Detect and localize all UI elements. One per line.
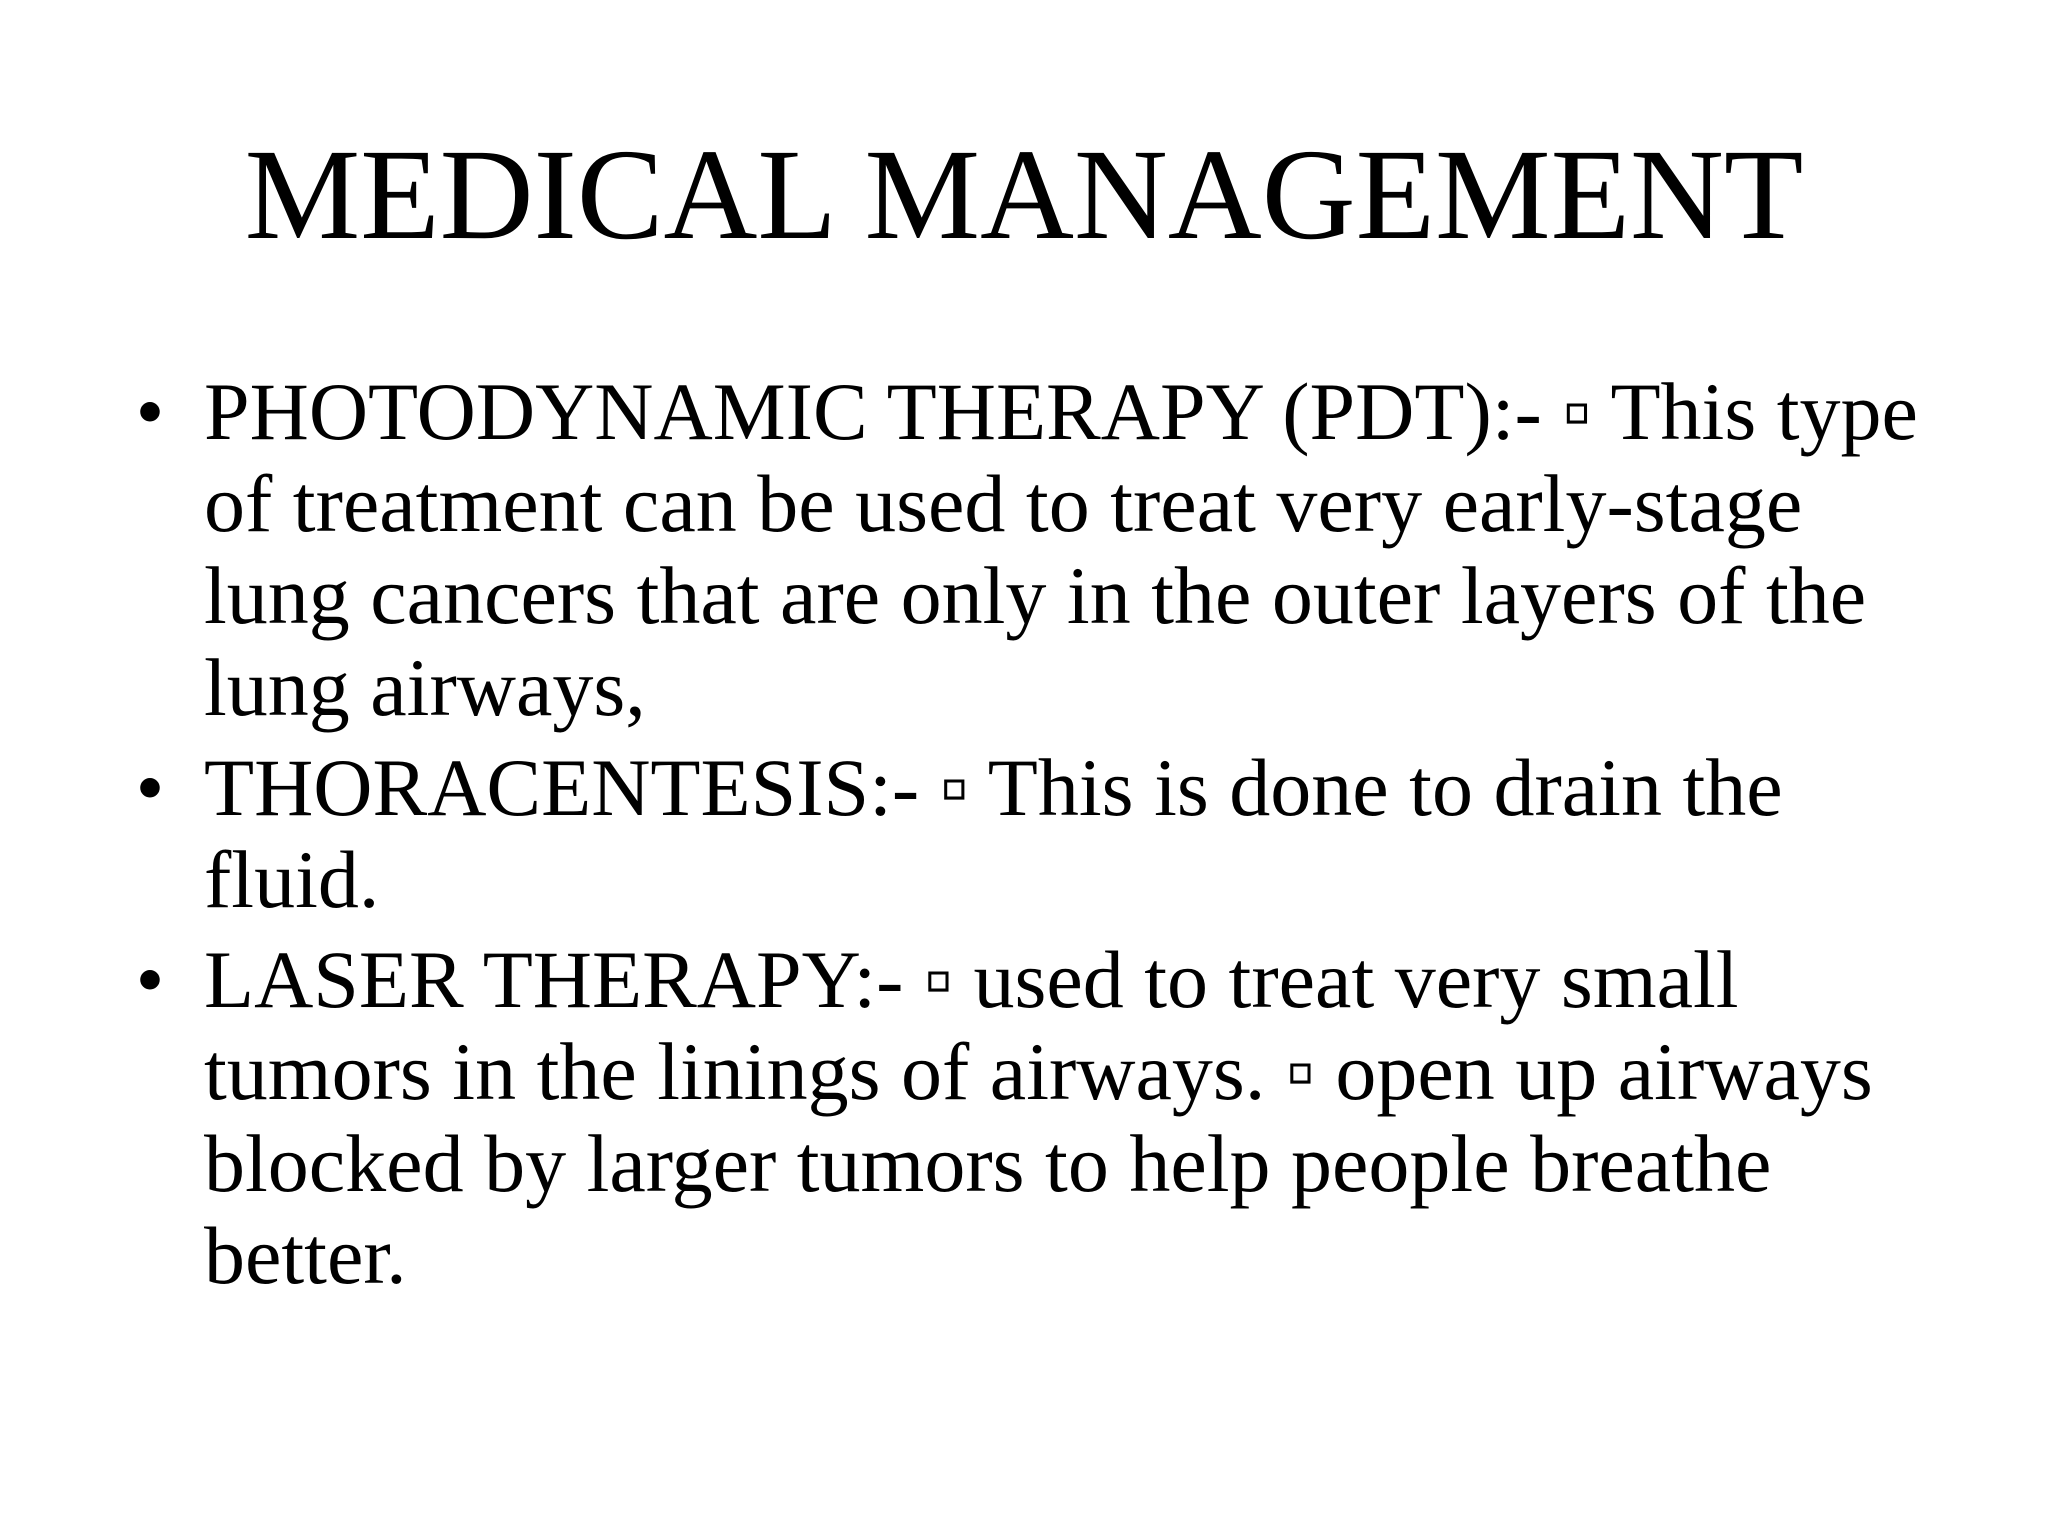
bullet-dot-icon: • [135,742,165,833]
bullet-list [120,366,1960,1310]
slide-title: MEDICAL MANAGEMENT [244,123,1804,267]
bullet-dot-icon: • [135,366,165,457]
bullet-text: LASER THERAPY:- ▫ used to treat very small tumors in the linings of airways. ▫ open up airways blocked by larger tumors to help people breathe better. [204,934,1873,1301]
bullet-dot-icon: • [135,934,165,1025]
bullet-text: THORACENTESIS:- ▫ This is done to drain the fluid. [204,742,1783,925]
bullet-item-thoracentesis [120,742,1960,926]
bullet-item-photodynamic-therapy [120,366,1960,734]
bullet-item-laser-therapy [120,934,1960,1302]
bullet-text: PHOTODYNAMIC THERAPY (PDT):- ▫ This type of treatment can be used to treat very early-stage lung cancers that are only in the outer layers of the lung airways, [204,366,1918,733]
